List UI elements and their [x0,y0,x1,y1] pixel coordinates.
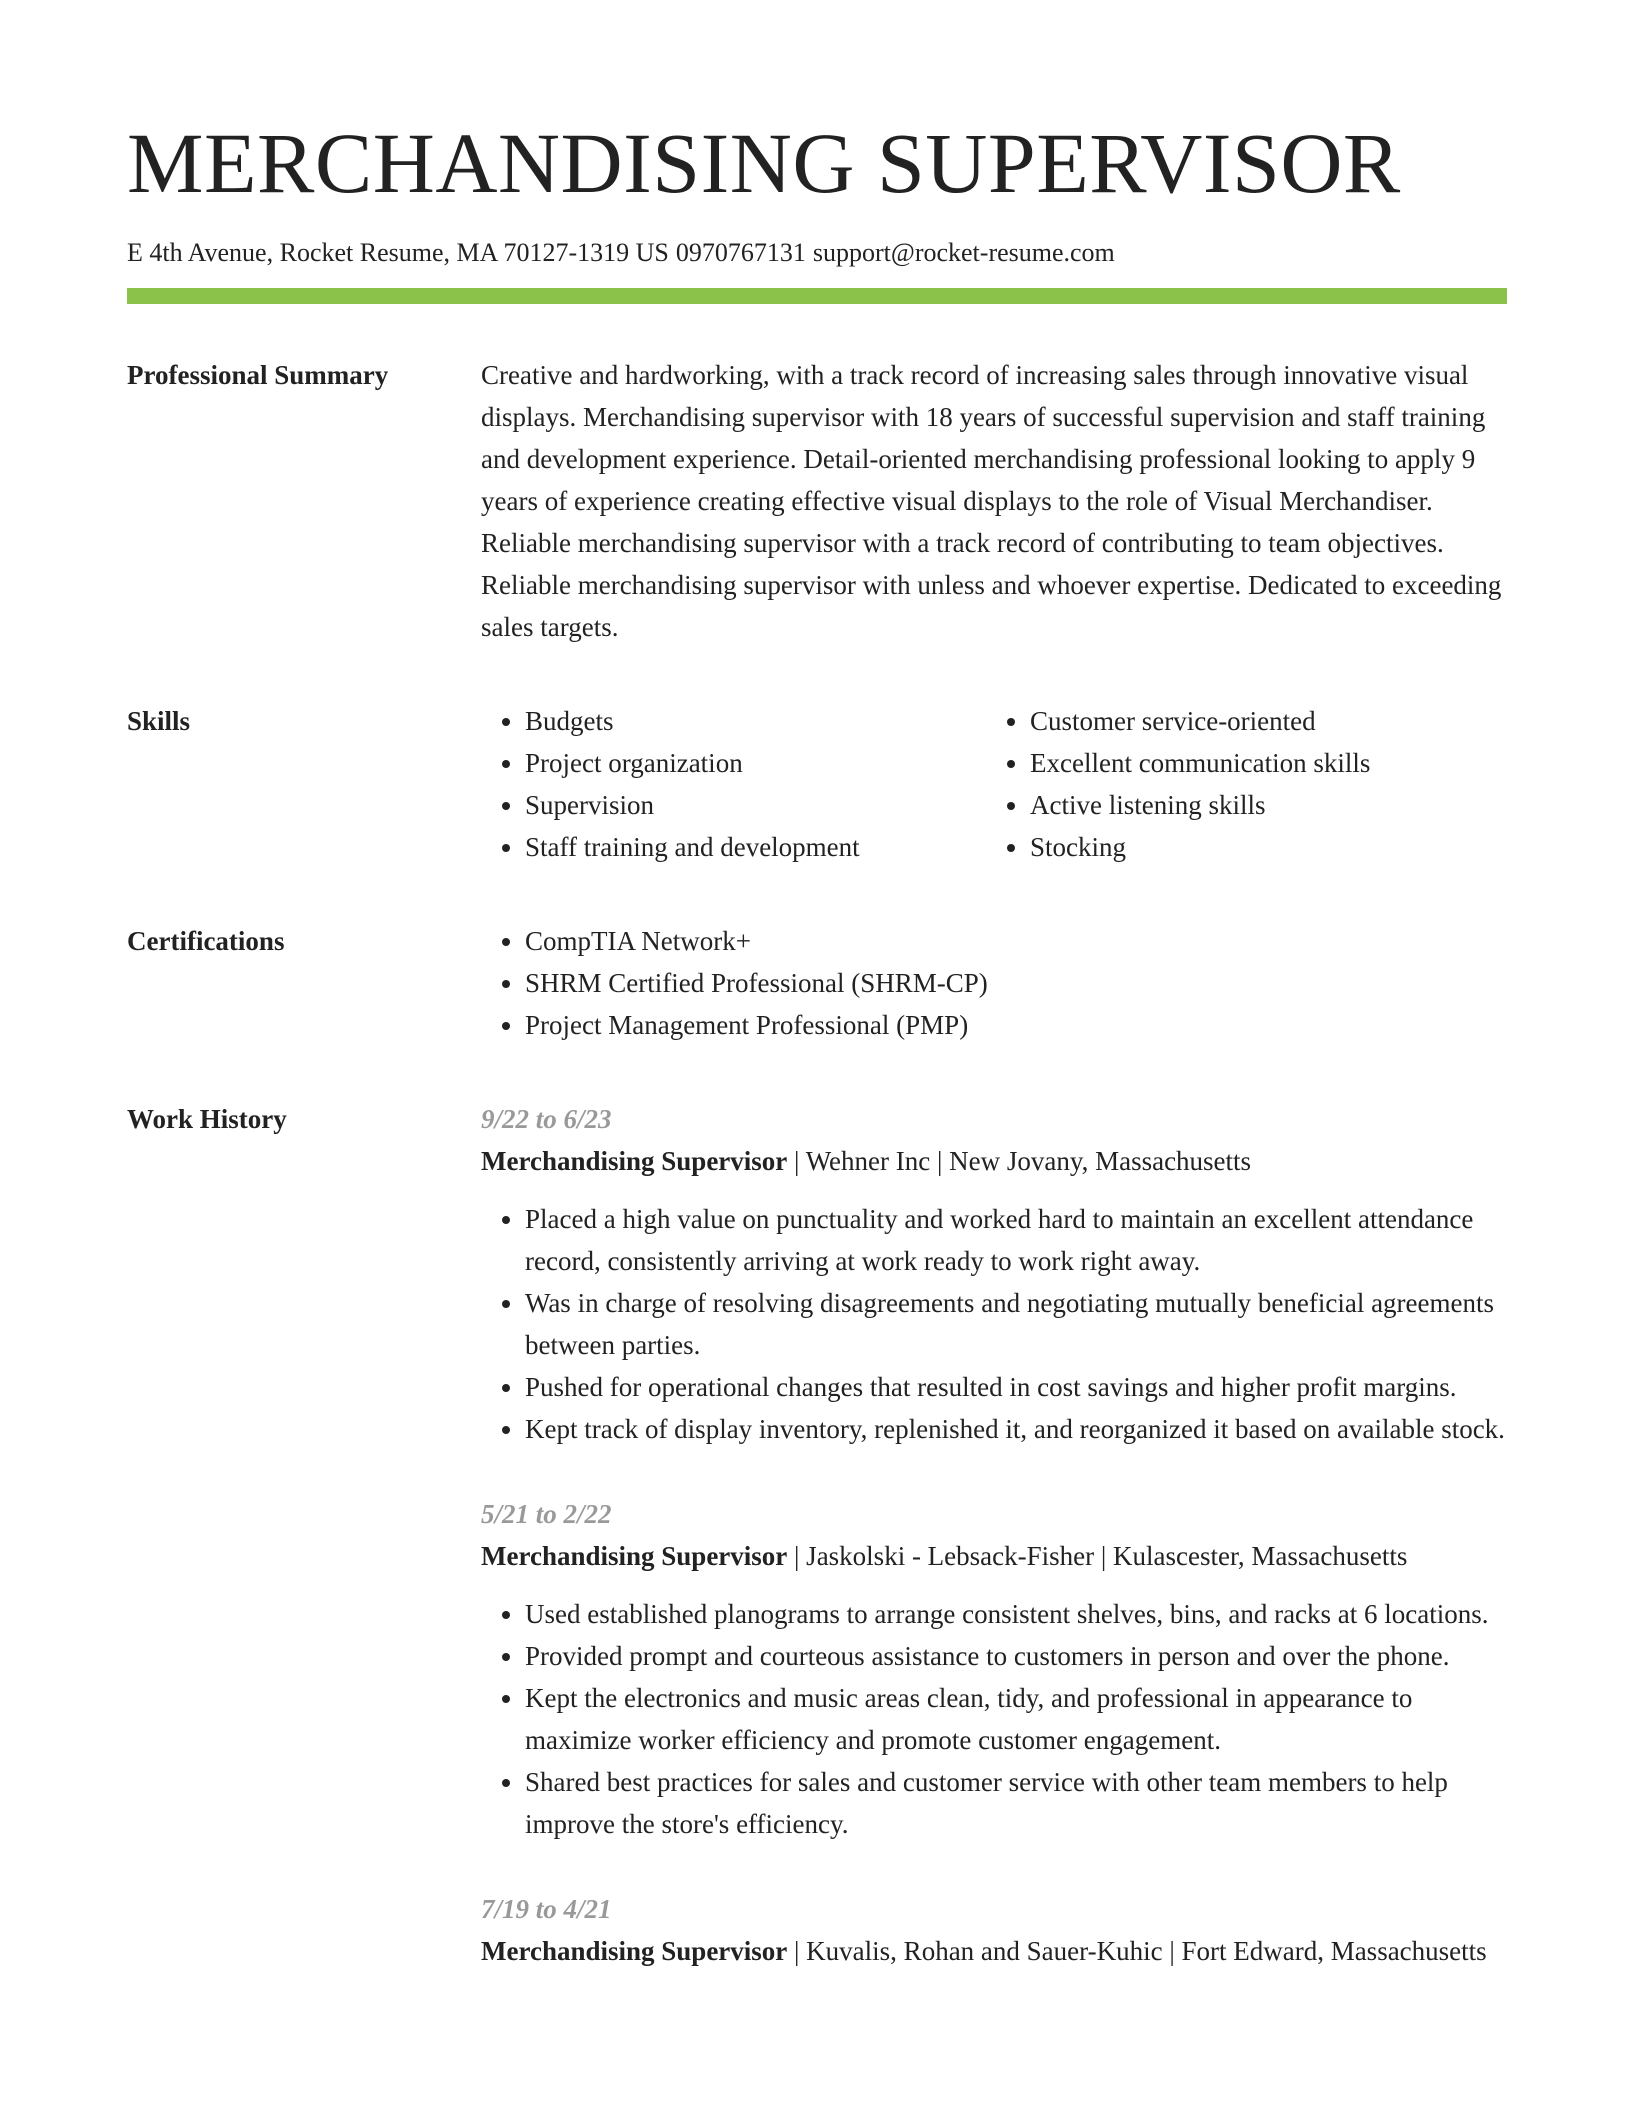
skills-column-right [986,700,1491,868]
job-bullet: • Placed a high value on punctuality and worked hard to maintain an excellent attendance record, consistently arriving at work ready to work right away. [525,1198,1507,1282]
job-title: Merchandising Supervisor [481,1146,788,1176]
section-label-skills: Skills [127,706,191,736]
skill-item: • Excellent communication skills [1030,742,1491,784]
job-bullet: • Was in charge of resolving disagreements and negotiating mutually beneficial agreements between parties. [525,1282,1507,1366]
skills-section [127,700,1507,868]
job-bullets [481,1198,1507,1450]
job-bullet: • Shared best practices for sales and customer service with other team members to help improve the store's efficiency. [525,1761,1507,1845]
job-entry [481,1098,1507,1450]
certification-item: • CompTIA Network+ [525,920,1507,962]
job-heading [481,1140,1507,1182]
skill-item: • Project organization [525,742,986,784]
job-heading [481,1930,1507,1972]
contact-email: support@rocket-resume.com [812,238,1115,267]
contact-address: E 4th Avenue, Rocket Resume, MA 70127-1319 US [127,238,669,267]
skills-list-left [481,700,986,868]
certifications-list [481,920,1507,1046]
skills-list-right [986,700,1491,868]
certifications-content [481,920,1507,1046]
job-details: | Jaskolski - Lebsack-Fisher | Kulascester, Massachusetts [787,1541,1408,1571]
certifications-section [127,920,1507,1046]
section-label-certifications: Certifications [127,926,285,956]
job-bullet: • Used established planograms to arrange consistent shelves, bins, and racks at 6 locations. [525,1593,1507,1635]
job-bullet: • Provided prompt and courteous assistance to customers in person and over the phone. [525,1635,1507,1677]
job-heading [481,1535,1507,1577]
skill-item: • Staff training and development [525,826,986,868]
job-entry [481,1888,1507,1972]
summary-text: Creative and hardworking, with a track record of increasing sales through innovative visual displays. Merchandising supervisor with 18 years of successful supervision and staff training and development experience. Detail-oriented merchandising professional looking to apply 9 years of experience creating effective visual displays to the role of Visual Merchandiser. Reliable merchandising supervisor with a track record of contributing to team objectives. Reliable merchandising supervisor with unless and whoever expertise. Dedicated to exceeding sales targets. [481,360,1502,642]
skill-item: • Stocking [1030,826,1491,868]
job-bullets [481,1593,1507,1845]
certification-item: • Project Management Professional (PMP) [525,1004,1507,1046]
summary-section [127,354,1507,648]
job-bullet: • Pushed for operational changes that resulted in cost savings and higher profit margins. [525,1366,1507,1408]
resume-name: MERCHANDISING SUPERVISOR [127,115,1401,211]
skill-item: • Customer service-oriented [1030,700,1491,742]
skill-item: • Active listening skills [1030,784,1491,826]
summary-content [481,354,1507,648]
job-details: | Wehner Inc | New Jovany, Massachusetts [787,1146,1252,1176]
job-title: Merchandising Supervisor [481,1936,788,1966]
skills-content [481,700,1507,868]
job-dates: 9/22 to 6/23 [481,1104,612,1134]
job-details: | Kuvalis, Rohan and Sauer-Kuhic | Fort Edward, Massachusetts [787,1936,1487,1966]
skills-column-left [481,700,986,868]
section-label-work-history: Work History [127,1104,287,1134]
job-bullet: • Kept the electronics and music areas clean, tidy, and professional in appearance to maximize worker efficiency and promote customer engagement. [525,1677,1507,1761]
contact-phone: 0970767131 [675,238,806,267]
job-title: Merchandising Supervisor [481,1541,788,1571]
job-dates: 7/19 to 4/21 [481,1894,612,1924]
header-divider [127,288,1507,304]
work-history-content [481,1098,1507,1972]
work-history-section [127,1098,1507,1972]
job-dates: 5/21 to 2/22 [481,1499,612,1529]
contact-line [127,240,1507,266]
skill-item: • Budgets [525,700,986,742]
section-label-summary: Professional Summary [127,360,389,390]
job-entry [481,1493,1507,1845]
certification-item: • SHRM Certified Professional (SHRM-CP) [525,962,1507,1004]
skill-item: • Supervision [525,784,986,826]
job-bullet: • Kept track of display inventory, replenished it, and reorganized it based on available stock. [525,1408,1507,1450]
